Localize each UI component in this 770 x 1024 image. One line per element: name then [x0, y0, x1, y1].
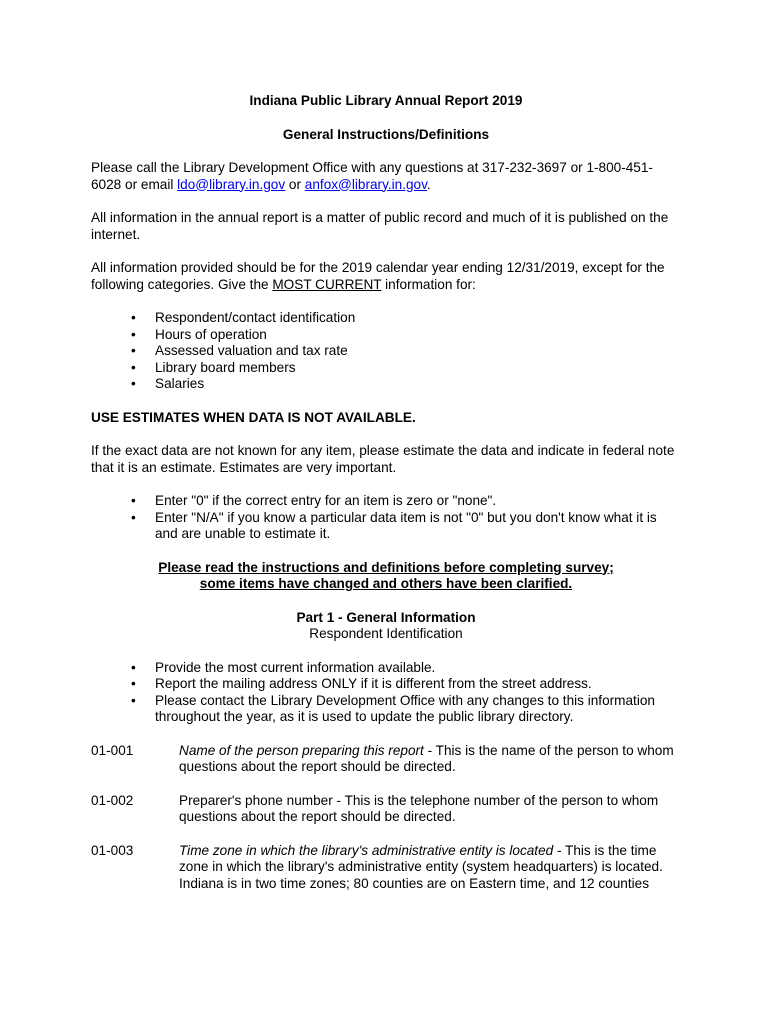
- document-body: [91, 93, 681, 909]
- definition-desc: - This is the name of the person to whom questions about the report should be directed.: [179, 742, 674, 774]
- list-item: [91, 310, 681, 327]
- list-item-text: Provide the most current information available.: [155, 659, 436, 675]
- list-item-text: Hours of operation: [155, 326, 267, 342]
- list-item-text: Enter "0" if the correct entry for an item is zero or "none".: [155, 493, 497, 508]
- contact-after: .: [426, 176, 431, 192]
- contact-between: or: [285, 176, 305, 192]
- bullet-icon: •: [131, 359, 136, 375]
- list-item: [91, 660, 681, 677]
- list-item: [91, 376, 681, 393]
- definition-term: Time zone in which the library's administrative entity is located: [179, 842, 554, 858]
- definition-desc: - This is the telephone number of the person to whom questions about the report should be directed.: [179, 792, 659, 824]
- public-record-paragraph: All information in the annual report is a matter of public record and much of it is published on the internet.: [91, 210, 669, 242]
- calendar-after: information for:: [381, 276, 476, 292]
- instructions-callout: [91, 560, 681, 593]
- definition-item: [91, 743, 681, 776]
- definition-item: [91, 793, 681, 826]
- document-subtitle: General Instructions/Definitions: [282, 126, 490, 142]
- entry-rules-list: [91, 493, 681, 543]
- definition-code: 01-003: [91, 842, 134, 858]
- estimates-heading: USE ESTIMATES WHEN DATA IS NOT AVAILABLE.: [91, 409, 416, 425]
- definition-term: Name of the person preparing this report: [179, 742, 424, 758]
- list-item-text: Please contact the Library Development Office with any changes to this information throughout the year, as it is used to update the public library directory.: [155, 692, 655, 724]
- part1-subheading: Respondent Identification: [309, 626, 463, 641]
- definition-term: Preparer's phone number: [179, 792, 333, 808]
- bullet-icon: •: [131, 659, 136, 675]
- bullet-icon: •: [131, 376, 136, 391]
- email-link-ldo[interactable]: ldo@library.in.gov: [177, 176, 286, 192]
- bullet-icon: •: [131, 692, 136, 708]
- estimates-paragraph: If the exact data are not known for any item, please estimate the data and indicate in federal note that it is an estimate. Estimates are very important.: [91, 443, 675, 475]
- list-item: [91, 693, 681, 726]
- current-info-list: [91, 310, 681, 393]
- bullet-icon: •: [131, 326, 136, 342]
- document-title: Indiana Public Library Annual Report 2019: [249, 93, 523, 108]
- calendar-paragraph: [91, 260, 681, 293]
- bullet-icon: •: [131, 310, 136, 325]
- list-item-text: Salaries: [155, 376, 205, 391]
- bullet-icon: •: [131, 676, 136, 691]
- contact-paragraph: [91, 160, 681, 193]
- part1-heading: Part 1 - General Information: [296, 609, 476, 625]
- list-item-text: Library board members: [155, 359, 296, 375]
- list-item-text: Respondent/contact identification: [155, 310, 356, 325]
- list-item: [91, 676, 681, 693]
- callout-line-2: some items have changed and others have been clarified.: [199, 576, 573, 591]
- list-item: [91, 493, 681, 510]
- most-current-emphasis: MOST CURRENT: [272, 276, 382, 292]
- bullet-icon: •: [131, 493, 136, 508]
- definition-code: 01-001: [91, 742, 134, 758]
- list-item-text: Report the mailing address ONLY if it is different from the street address.: [155, 676, 592, 691]
- list-item: [91, 510, 681, 543]
- callout-line-1: Please read the instructions and definitions before completing survey;: [158, 559, 614, 575]
- list-item: [91, 327, 681, 344]
- bullet-icon: •: [131, 343, 136, 358]
- bullet-icon: •: [131, 509, 136, 525]
- list-item-text: Assessed valuation and tax rate: [155, 343, 348, 358]
- definition-code: 01-002: [91, 792, 134, 808]
- part1-list: [91, 660, 681, 726]
- list-item: [91, 360, 681, 377]
- calendar-text: All information provided should be for the 2019 calendar year ending 12/31/2019, except for the following categories. Give the: [91, 260, 665, 292]
- definition-desc: - This is the time zone in which the library's administrative entity (system headquarters) is located. Indiana is in two time zones; 80 counties are on Eastern time, and 12 counties: [179, 842, 663, 891]
- contact-text: Please call the Library Development Office with any questions at 317-232-3697 or 1-800-451-6028 or email: [91, 160, 653, 192]
- definition-item: [91, 843, 681, 893]
- list-item-text: Enter "N/A" if you know a particular data item is not "0" but you don't know what it is and are unable to estimate it.: [155, 509, 657, 541]
- list-item: [91, 343, 681, 360]
- email-link-anfox[interactable]: anfox@library.in.gov: [304, 176, 427, 192]
